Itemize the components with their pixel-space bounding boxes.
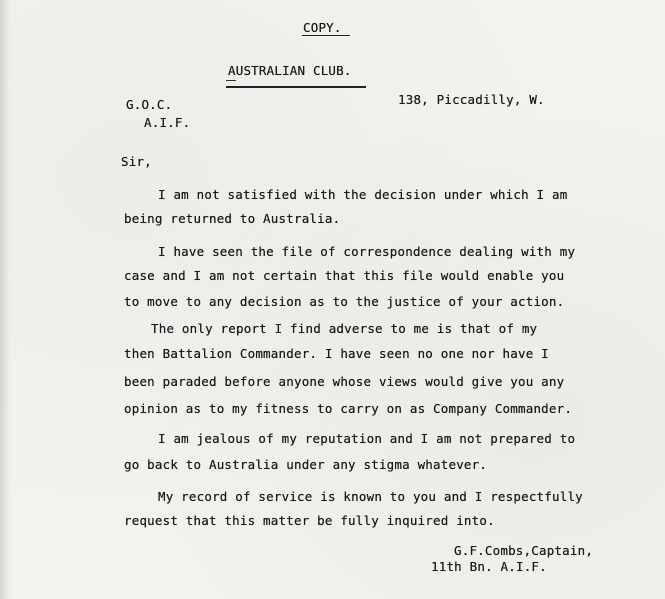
recipient-line-1: G.O.C. [126, 97, 173, 112]
body-line: go back to Australia under any stigma whatever. [124, 457, 488, 472]
body-line: to move to any decision as to the justice of your action. [124, 294, 565, 309]
club-name: AUSTRALIAN CLUB. [228, 63, 352, 78]
page-edge-shadow [0, 0, 10, 599]
salutation: Sir, [121, 154, 152, 169]
recipient-line-2: A.I.F. [144, 115, 191, 130]
copy-heading-underline [302, 35, 350, 36]
body-line: been paraded before anyone whose views would give you any [124, 374, 565, 389]
body-line: I am jealous of my reputation and I am not prepared to [158, 431, 576, 446]
body-line: I am not satisfied with the decision under which I am [158, 187, 568, 202]
body-line: being returned to Australia. [124, 211, 341, 226]
body-line: The only report I find adverse to me is that of my [151, 321, 538, 336]
club-address: 138, Piccadilly, W. [398, 92, 545, 107]
signature-unit: 11th Bn. A.I.F. [431, 559, 547, 574]
body-line: request that this matter be fully inquired into. [124, 513, 495, 528]
body-line: opinion as to my fitness to carry on as Company Commander. [124, 401, 573, 416]
body-line: case and I am not certain that this file would enable you [124, 268, 565, 283]
body-line: My record of service is known to you and I respectfully [158, 489, 583, 504]
club-name-underline [226, 86, 366, 88]
copy-heading: COPY. [303, 20, 342, 35]
body-line: I have seen the file of correspondence dealing with my [158, 244, 576, 259]
club-name-overstrike [226, 80, 236, 81]
body-line: then Battalion Commander. I have seen no one nor have I [124, 346, 549, 361]
signature-name: G.F.Combs,Captain, [454, 543, 594, 558]
